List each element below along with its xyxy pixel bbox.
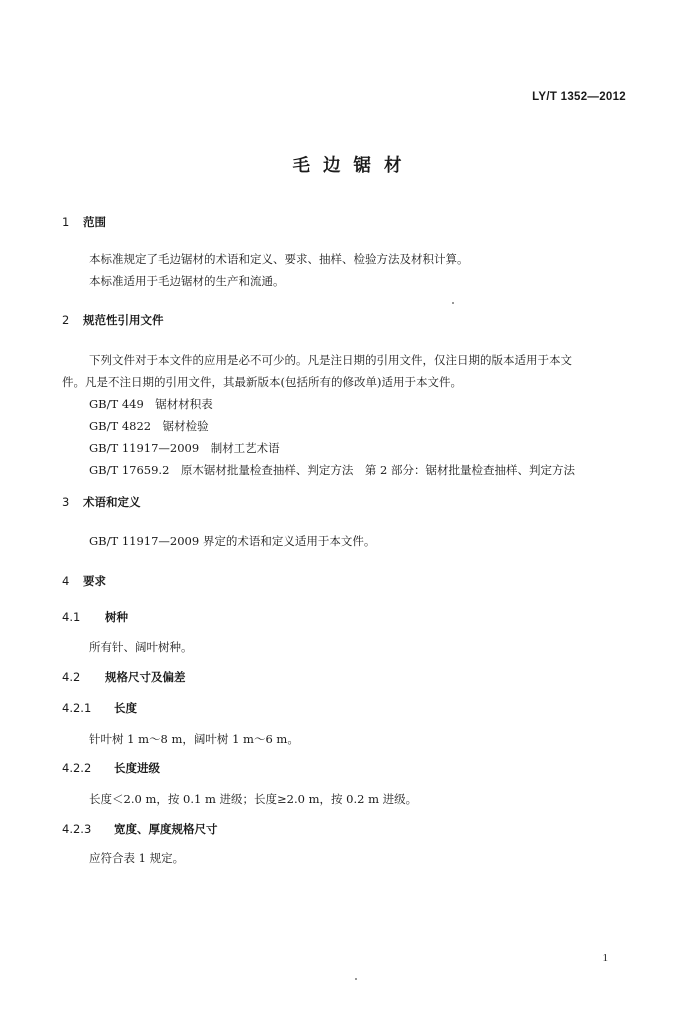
section-title: 范围: [83, 215, 106, 229]
document-title: 毛边锯材: [292, 156, 415, 176]
section-4-heading: [62, 573, 106, 589]
scan-speck: [355, 978, 357, 980]
section-title: 长度: [114, 701, 137, 715]
section-4-2-heading: [62, 669, 186, 685]
section-2-intro-line-1: 下列文件对于本文件的应用是必不可少的。凡是注日期的引用文件，仅注日期的版本适用于本文: [89, 353, 572, 367]
section-title: 要求: [83, 574, 106, 588]
section-title: 规格尺寸及偏差: [105, 670, 186, 684]
section-4-1-para: 所有针、阔叶树种。: [89, 640, 193, 654]
section-number: 4.2.1: [62, 701, 92, 715]
section-title: 规范性引用文件: [83, 313, 164, 327]
section-1-heading: [62, 214, 106, 230]
section-4-2-3-para: 应符合表 1 规定。: [89, 851, 185, 865]
section-number: 1: [62, 215, 70, 229]
reference-item: GB/T 449 锯材材积表: [89, 397, 213, 411]
section-title: 树种: [105, 610, 128, 624]
section-number: 4.2.3: [62, 822, 92, 836]
section-2-heading: [62, 312, 164, 328]
reference-item: GB/T 17659.2 原木锯材批量检查抽样、判定方法 第 2 部分：锯材批量检查抽样、判定方法: [89, 463, 576, 477]
section-number: 3: [62, 495, 70, 509]
section-number: 4: [62, 574, 70, 588]
section-4-2-2-para: 长度＜2.0 m，按 0.1 m 进级；长度≥2.0 m，按 0.2 m 进级。: [89, 792, 418, 806]
section-3-para: GB/T 11917—2009 界定的术语和定义适用于本文件。: [89, 534, 376, 548]
section-4-2-1-heading: [62, 700, 137, 716]
section-4-2-3-heading: [62, 821, 218, 837]
section-4-2-2-heading: [62, 760, 160, 776]
section-number: 2: [62, 313, 70, 327]
section-3-heading: [62, 494, 141, 510]
standard-code: LY/T 1352—2012: [532, 91, 626, 103]
reference-item: GB/T 4822 锯材检验: [89, 419, 209, 433]
section-title: 宽度、厚度规格尺寸: [114, 822, 218, 836]
section-title: 长度进级: [114, 761, 160, 775]
section-number: 4.1: [62, 610, 81, 624]
scan-speck: [452, 302, 454, 304]
section-number: 4.2.2: [62, 761, 92, 775]
section-1-para-2: 本标准适用于毛边锯材的生产和流通。: [89, 274, 285, 288]
section-number: 4.2: [62, 670, 81, 684]
section-2-intro-line-2: 件。凡是不注日期的引用文件，其最新版本(包括所有的修改单)适用于本文件。: [62, 375, 462, 389]
reference-item: GB/T 11917—2009 制材工艺术语: [89, 441, 280, 455]
section-title: 术语和定义: [83, 495, 141, 509]
section-4-1-heading: [62, 609, 128, 625]
page-number: 1: [602, 952, 608, 964]
section-1-para-1: 本标准规定了毛边锯材的术语和定义、要求、抽样、检验方法及材积计算。: [89, 252, 469, 266]
section-4-2-1-para: 针叶树 1 m～8 m，阔叶树 1 m～6 m。: [89, 732, 299, 746]
